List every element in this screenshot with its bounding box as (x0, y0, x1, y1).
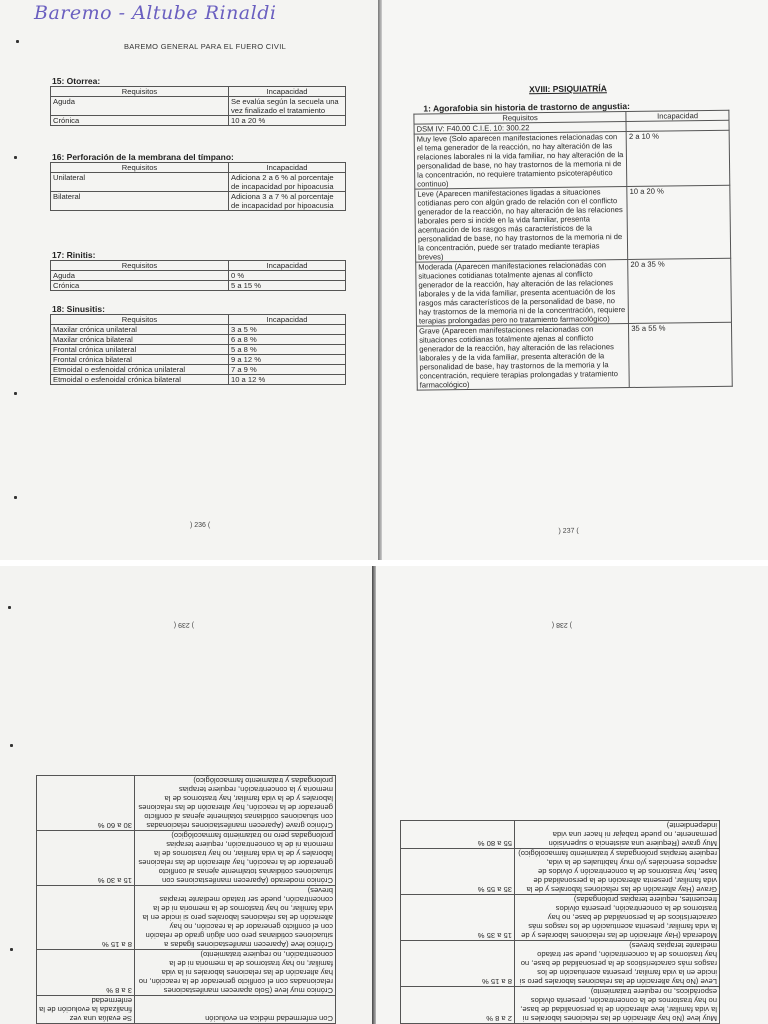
cell-incapacidad: 10 a 20 % (229, 116, 346, 126)
header-requisitos: Requisitos (51, 163, 229, 173)
header-incapacidad: Incapacidad (229, 315, 346, 325)
header-incapacidad: Incapacidad (229, 87, 346, 97)
header-incapacidad: Incapacidad (626, 110, 729, 121)
cell-incapacidad: 10 a 20 % (627, 185, 731, 259)
table-row (401, 849, 720, 895)
cell-incapacidad: 30 a 60 % (37, 776, 135, 831)
page-number: ) 238 ( (551, 621, 572, 628)
table-row (415, 185, 731, 262)
cell-incapacidad: 35 a 55 % (401, 849, 515, 895)
cell-incapacidad: 2 a 10 % (626, 130, 729, 186)
cell-requisito: Etmoidal o esfenoidal crónica unilateral (51, 365, 229, 375)
table-header-row (51, 261, 346, 271)
page-238 (376, 566, 768, 1024)
cell-requisito: Crónica (51, 116, 229, 126)
cell-incapacidad: 20 a 35 % (628, 258, 732, 323)
document-title: BAREMO GENERAL PARA EL FUERO CIVIL (124, 42, 287, 51)
cell-incapacidad: 6 a 8 % (229, 335, 346, 345)
scan-speck (8, 606, 11, 609)
page-237-content (382, 0, 768, 560)
page-number: ) 237 ( (558, 527, 579, 535)
table-row (401, 821, 720, 849)
cell-requisito: Crónico leve (Aparecen manifestaciones ligadas a situaciones cotidianas pero con algún grado de relación con el conflicto generador de la reacción, no hay alteración de las relaciones laborales pero si incide en la vida familiar, no hay trastornos de la memoria ni de la concentración, puede ser tratado mediante terapias breves) (135, 886, 336, 950)
cell-requisito: Maxilar crónica bilateral (51, 335, 229, 345)
cell-requisito: Moderada (Aparecen manifestaciones relacionadas con situaciones cotidianas totalmente ajenas al conflicto generador de la reacción, hay alteración de las relaciones laborales y de la vida familiar, presenta acentuación de los rasgos más característicos de la personalidad de base, no hay trastornos de la memoria ni de la concentración, requiere terapias prolongadas pero no tratamiento farmacológico) (416, 260, 629, 327)
table-timpano (50, 162, 346, 211)
cell-incapacidad: 15 a 30 % (37, 831, 135, 886)
table-row (401, 987, 720, 1024)
cell-incapacidad: Se evalúa una vez finalizada la evolución de la enfermedad (37, 996, 135, 1024)
table-header-row (51, 163, 346, 173)
header-requisitos: Requisitos (51, 261, 229, 271)
table-row (51, 365, 346, 375)
cell-incapacidad: 5 a 15 % (229, 281, 346, 291)
table-row (416, 322, 732, 390)
scan-speck (10, 948, 13, 951)
cell-incapacidad: 2 a 8 % (401, 987, 515, 1024)
cell-requisito: Crónica (51, 281, 229, 291)
chapter-title: XVIII: PSIQUIATRÍA (529, 83, 607, 95)
table-row (401, 895, 720, 941)
cell-incapacidad: 55 a 80 % (401, 821, 515, 849)
table-agorafobia (413, 110, 732, 391)
table-header-row (51, 87, 346, 97)
page-239 (0, 566, 372, 1024)
header-incapacidad: Incapacidad (229, 261, 346, 271)
page-number: ) 236 ( (190, 522, 211, 529)
cell-incapacidad: 9 a 12 % (229, 355, 346, 365)
table-row (51, 355, 346, 365)
cell-requisito: Frontal crónica bilateral (51, 355, 229, 365)
cell-incapacidad: Adiciona 3 a 7 % al porcentaje de incapacidad por hipoacusia (229, 192, 346, 211)
table-row (51, 116, 346, 126)
section-title-agorafobia: 1: Agorafobia sin historia de trastorno de angustia: (423, 100, 630, 114)
cell-incapacidad: Se evalúa según la secuela una vez finalizado el tratamiento (229, 97, 346, 116)
cell-requisito: Aguda (51, 97, 229, 116)
table-row (51, 375, 346, 385)
table-row (416, 258, 732, 326)
cell-requisito: Etmoidal o esfenoidal crónica bilateral (51, 375, 229, 385)
cell-requisito: Leve (No hay alteración de las relaciones laborales pero si incide en la vida familiar, presenta acentuación de los rasgos más característicos de la personalidad de base, no hay trastornos de la concentración, puede ser tratado mediante terapias breves) (515, 941, 720, 987)
section-title-otorrea: 15: Otorrea: (52, 76, 101, 86)
scan-speck (14, 496, 17, 499)
cell-requisito: Crónico muy leve (Solo aparecen manifestaciones relacionadas con el conflicto generador de la reacción, no hay alteración de las relaciones laborales ni la vida familiar, no hay trastornos de la memoria ni de la concentración, no requiere tratamiento) (135, 950, 336, 996)
table-row (401, 941, 720, 987)
cell-incapacidad: 8 a 15 % (37, 886, 135, 950)
table-page-238 (400, 820, 720, 1024)
cell-incapacidad: Adiciona 2 a 6 % al porcentaje de incapacidad por hipoacusia (229, 173, 346, 192)
cell-requisito: Aguda (51, 271, 229, 281)
table-row (51, 335, 346, 345)
table-row (37, 950, 336, 996)
scan-speck (14, 156, 17, 159)
table-row (51, 97, 346, 116)
header-requisitos: Requisitos (51, 315, 229, 325)
table-row (37, 831, 336, 886)
page-239-rotated (0, 566, 372, 1024)
table-row (414, 130, 730, 189)
scan-speck (10, 744, 13, 747)
page-number: ) 239 ( (173, 621, 194, 628)
cell-incapacidad: 5 a 8 % (229, 345, 346, 355)
section-title-sinusitis: 18: Sinusitis: (52, 304, 105, 314)
cell-incapacidad: 7 a 9 % (229, 365, 346, 375)
cell-requisito: Unilateral (51, 173, 229, 192)
page-236 (0, 0, 378, 560)
table-row (37, 996, 336, 1024)
cell-requisito: Grave (Hay alteración de las relaciones laborales y de la vida familiar, presenta alteración de la personalidad de base, hay trastornos de la concentración y olvidos de aspectos esenciales y/o muy habituales de la vida, requiere terapias prolongadas y tratamiento farmacológico) (515, 849, 720, 895)
cell-requisito: Con enfermedad médica en evolución (135, 996, 336, 1024)
cell-requisito: Muy leve (No hay alteración de las relaciones laborales ni la vida familiar, leve alteración de la personalidad de base, no hay trastornos de la concentración, presenta olvidos esporádicos, no requiere tratamiento) (515, 987, 720, 1024)
table-rinitis (50, 260, 346, 291)
cell-requisito: Frontal crónica unilateral (51, 345, 229, 355)
cell-requisito: DSM IV: F40.00 C.I.E. 10: 300.22 (414, 122, 626, 135)
cell-requisito: Grave (Aparecen manifestaciones relacionadas con situaciones cotidianas totalmente ajenas al conflicto generador de la reacción, hay alteración de las relaciones laborales y de la vida familiar, presenta alteración de la personalidad de base, hay trastornos de la memoria y la concentración, requiere terapias prolongadas y tratamiento farmacológico) (416, 324, 629, 391)
scan-speck (16, 40, 19, 43)
cell-incapacidad: 0 % (229, 271, 346, 281)
cell-requisito: Crónico grave (Aparecen manifestaciones relacionadas con situaciones cotidianas totalmente ajenas al conflicto generador de la reacción, hay alteración de las relaciones laborales y de la vida familiar, hay trastornos de la memoria y la concentración, requiere terapias prolongadas y tratamiento farmacológico) (135, 776, 336, 831)
table-otorrea (50, 86, 346, 126)
page-238-rotated (376, 566, 768, 1024)
cell-incapacidad: 3 a 5 % (229, 325, 346, 335)
cell-incapacidad: 15 a 35 % (401, 895, 515, 941)
table-page-239 (36, 775, 336, 1024)
cell-incapacidad: 10 a 12 % (229, 375, 346, 385)
table-row (51, 345, 346, 355)
table-sinusitis (50, 314, 346, 385)
section-title-timpano: 16: Perforación de la membrana del tímpano: (52, 152, 234, 162)
table-row (37, 886, 336, 950)
table-row (51, 173, 346, 192)
table-row (51, 192, 346, 211)
header-requisitos: Requisitos (51, 87, 229, 97)
table-row (51, 271, 346, 281)
header-requisitos: Requisitos (414, 112, 626, 125)
scan-speck (14, 392, 17, 395)
cell-incapacidad: 3 a 8 % (37, 950, 135, 996)
cell-requisito: Maxilar crónica unilateral (51, 325, 229, 335)
cell-requisito: Crónico moderado (Aparecen manifestaciones con situaciones cotidianas totalmente ajenas al conflicto generador de la reacción, hay alteración de las relaciones laborales y de la vida familiar, no hay trastornos de la memoria ni de la concentración, requiere terapias prolongadas pero no tratamiento farmacológico) (135, 831, 336, 886)
handwritten-annotation: Baremo - Altube Rinaldi (34, 2, 277, 24)
cell-requisito: Muy grave (Requiere una asistencia o supervisión permanente, no puede trabajar ni hacer una vida independiente) (515, 821, 720, 849)
cell-requisito: Leve (Aparecen manifestaciones ligadas a situaciones cotidianas pero con algún grado de relación con el conflicto generador de la reacción, no hay alteración de las relaciones laborales pero si incide en la vida familiar, presenta acentuación de los rasgos más característicos de la personalidad de base, no hay trastornos de la memoria ni de la concentración, puede ser tratado mediante terapias breves) (415, 187, 628, 263)
cell-requisito: Bilateral (51, 192, 229, 211)
section-title-rinitis: 17: Rinitis: (52, 250, 96, 260)
cell-incapacidad: 8 a 15 % (401, 941, 515, 987)
header-incapacidad: Incapacidad (229, 163, 346, 173)
table-row (37, 776, 336, 831)
cell-incapacidad: 35 a 55 % (629, 322, 733, 387)
table-row (51, 325, 346, 335)
cell-requisito: Muy leve (Solo aparecen manifestaciones relacionadas con el tema generador de la reacción, no hay alteración de las relaciones laborales ni la vida familiar, no hay alteración de la personalidad de base, no hay trastornos de la memoria ni de la concentración, no requiere tratamiento psicoterapéutico continuo) (414, 132, 627, 190)
cell-requisito: Moderada (Hay alteración de las relaciones laborales y de la vida familiar, presenta acentuación de los rasgos más característicos de la personalidad de base, no hay trastornos de la concentración, presenta olvidos frecuentes, requiere terapias prolongadas) (515, 895, 720, 941)
table-header-row (51, 315, 346, 325)
table-row (51, 281, 346, 291)
page-237 (382, 0, 768, 560)
